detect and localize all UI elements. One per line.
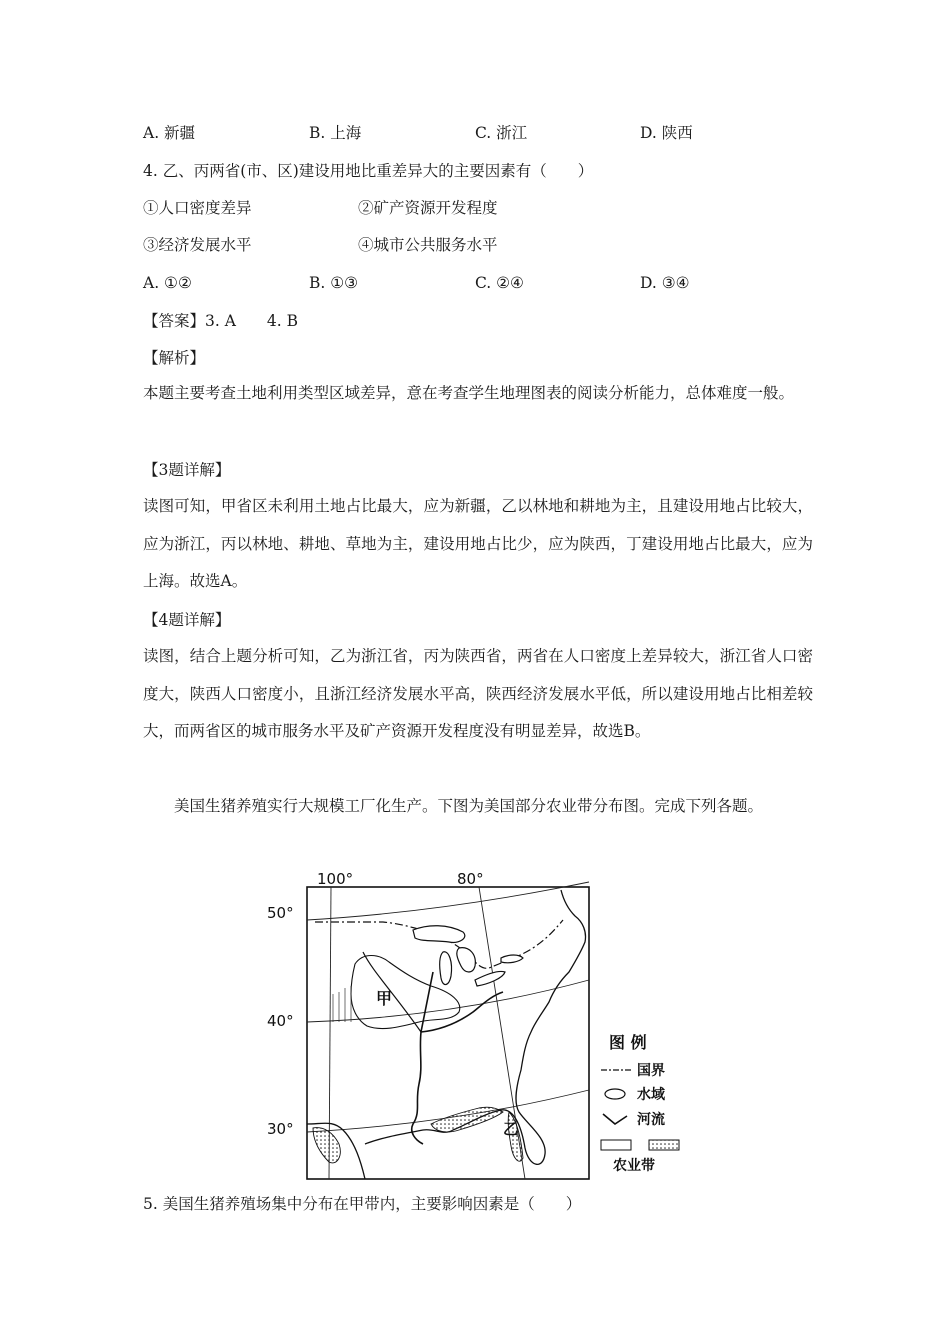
us-agricultural-belt-map bbox=[263, 862, 693, 1182]
legend-item-border: 国界 bbox=[637, 1063, 665, 1079]
legend-item-belt: 农业带 bbox=[613, 1158, 655, 1174]
lat-label-40: 40° bbox=[267, 1012, 294, 1030]
q3-detail-text: 读图可知，甲省区未利用土地占比最大，应为新疆，乙以林地和耕地为主，且建设用地占比较大，应为浙江，丙以林地、耕地、草地为主，建设用地占比少，应为陕西，丁建设用地占比最大，应为上海。故选A。 bbox=[143, 497, 813, 590]
q4-option-a: A. ①② bbox=[143, 274, 192, 292]
q4-option-b: B. ①③ bbox=[309, 274, 359, 292]
q4-option-c: C. ②④ bbox=[475, 274, 524, 292]
answer-line: 【答案】3. A 4. B bbox=[143, 312, 299, 330]
lake-michigan bbox=[440, 952, 452, 985]
legend-item-river: 河流 bbox=[637, 1112, 665, 1128]
map-svg bbox=[263, 862, 693, 1182]
q5-intro-text: 美国生猪养殖实行大规模工厂化生产。下图为美国部分农业带分布图。完成下列各题。 bbox=[174, 797, 764, 815]
q3-detail-heading: 【3题详解】 bbox=[143, 461, 231, 479]
q4-option-d: D. ③④ bbox=[640, 274, 690, 292]
lat-label-50: 50° bbox=[267, 904, 294, 922]
legend-river-symbol bbox=[603, 1114, 627, 1124]
q4-factor-4: ④城市公共服务水平 bbox=[358, 236, 498, 254]
q4-factor-3: ③经济发展水平 bbox=[143, 236, 252, 254]
legend-water-symbol bbox=[605, 1089, 625, 1099]
map-legend bbox=[601, 1033, 679, 1174]
q3-option-a: A. 新疆 bbox=[143, 124, 196, 142]
q4-detail-text: 读图，结合上题分析可知，乙为浙江省，丙为陕西省，两省在人口密度上差异较大，浙江省人口密度大，陕西人口密度小，且浙江经济发展水平高，陕西经济发展水平低，所以建设用地占比相差较大，而两省区的城市服务水平及矿产资源开发程度没有明显差异，故选B。 bbox=[143, 647, 813, 740]
q3-option-c: C. 浙江 bbox=[475, 124, 528, 142]
q4-detail-heading: 【4题详解】 bbox=[143, 611, 231, 629]
q4-factor-1: ①人口密度差异 bbox=[143, 199, 252, 217]
q3-option-d: D. 陕西 bbox=[640, 124, 693, 142]
lon-label-100: 100° bbox=[317, 870, 354, 888]
q5-stem: 5. 美国生猪养殖场集中分布在甲带内，主要影响因素是（ ） bbox=[143, 1195, 582, 1213]
q3-option-b: B. 上海 bbox=[309, 124, 362, 142]
legend-belt-symbol-plain bbox=[601, 1140, 631, 1150]
analysis-text: 本题主要考查土地利用类型区域差异，意在考查学生地理图表的阅读分析能力，总体难度一般。 bbox=[143, 384, 795, 402]
belt-label-yi: 乙 bbox=[503, 1120, 519, 1138]
belt-label-jia: 甲 bbox=[376, 989, 393, 1008]
legend-title: 图 例 bbox=[609, 1033, 647, 1052]
lon-label-80: 80° bbox=[457, 870, 484, 888]
legend-item-water: 水域 bbox=[637, 1087, 665, 1103]
analysis-heading: 【解析】 bbox=[143, 349, 206, 367]
legend-belt-symbol-dotted bbox=[649, 1140, 679, 1150]
lat-label-30: 30° bbox=[267, 1120, 294, 1138]
q4-factor-2: ②矿产资源开发程度 bbox=[358, 199, 498, 217]
q4-stem: 4. 乙、丙两省(市、区)建设用地比重差异大的主要因素有（ ） bbox=[143, 162, 594, 180]
